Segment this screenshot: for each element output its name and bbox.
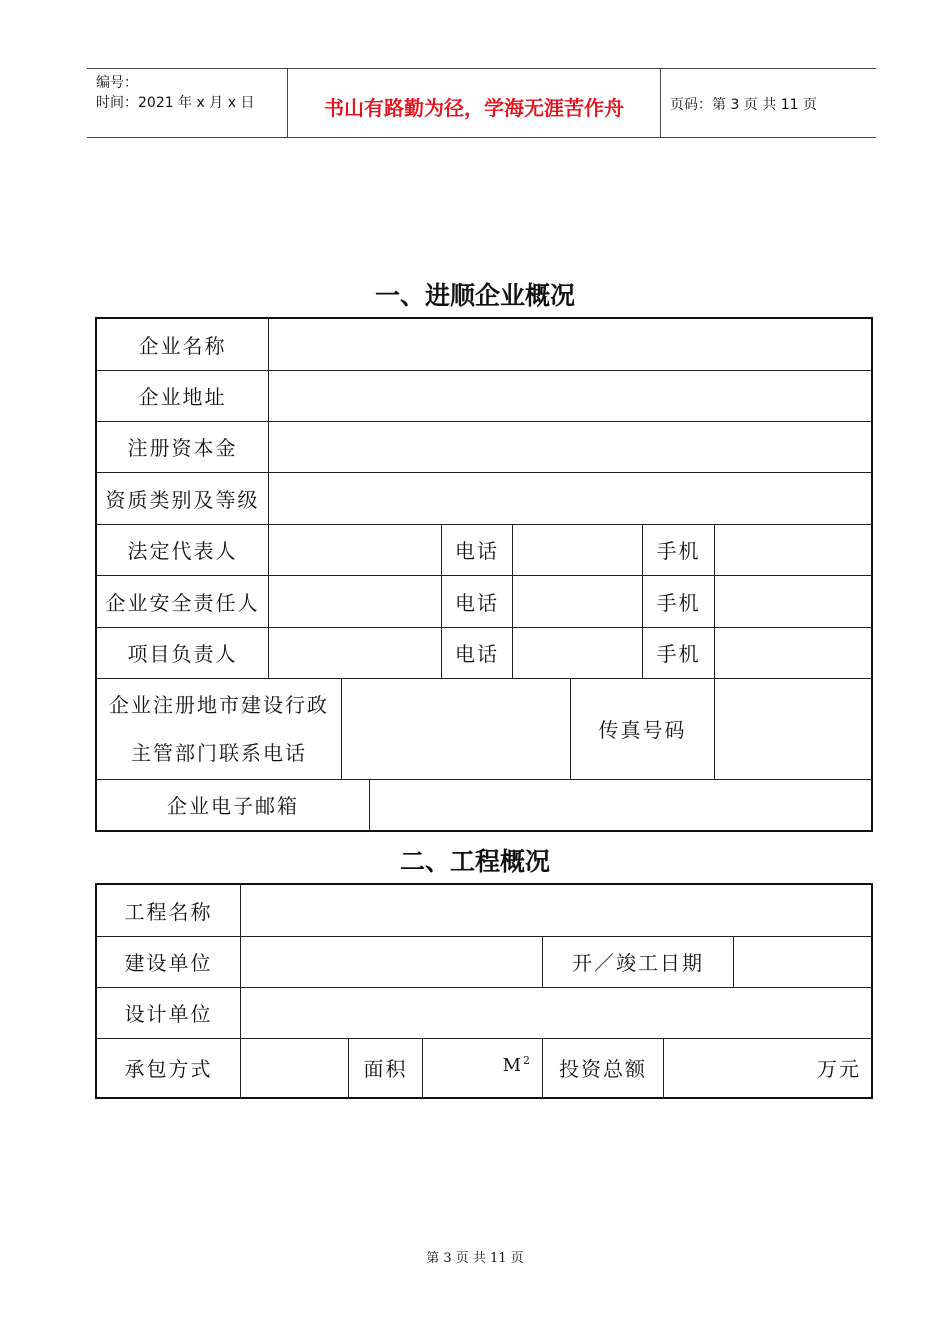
label-start-end-dates: 开／竣工日期 (572, 951, 704, 975)
field-company-name[interactable] (269, 319, 871, 370)
enterprise-info-table (95, 317, 873, 832)
label-safety-officer-phone: 电话 (455, 590, 499, 615)
investment-unit: 万元 (817, 1057, 861, 1081)
label-project-lead: 项目负责人 (127, 642, 238, 666)
page-header (87, 68, 876, 138)
label-qualification: 资质类别及等级 (105, 487, 260, 512)
field-safety-officer-mobile[interactable] (715, 575, 871, 627)
label-registered-capital: 注册资本金 (127, 436, 238, 460)
section-title-enterprise: 一、进顺企业概况 (374, 281, 575, 310)
label-authority-line1: 企业注册地市建设行政 (109, 692, 329, 717)
field-registered-capital[interactable] (269, 421, 871, 472)
field-builder[interactable] (241, 936, 542, 987)
label-legal-rep-mobile: 手机 (656, 539, 701, 563)
label-builder: 建设单位 (124, 951, 213, 975)
label-safety-officer: 企业安全责任人 (105, 590, 260, 615)
document-time-label: 时间：2021 年 x 月 x 日 (96, 95, 255, 111)
field-project-lead-mobile[interactable] (715, 627, 871, 678)
label-investment: 投资总额 (559, 1057, 647, 1081)
field-designer[interactable] (241, 987, 871, 1038)
field-company-address[interactable] (269, 370, 871, 421)
label-fax: 传真号码 (598, 718, 687, 742)
field-legal-rep-phone[interactable] (513, 524, 642, 575)
document-number-label: 编号： (96, 75, 138, 91)
field-safety-officer-phone[interactable] (513, 575, 642, 627)
label-project-name: 工程名称 (124, 900, 213, 924)
label-email: 企业电子邮箱 (167, 794, 299, 818)
label-project-lead-mobile: 手机 (656, 642, 701, 666)
field-email[interactable] (370, 779, 871, 830)
field-legal-representative[interactable] (269, 524, 441, 575)
field-project-lead[interactable] (269, 627, 441, 678)
field-project-name[interactable] (241, 885, 871, 936)
field-authority-phone[interactable] (342, 678, 570, 779)
field-legal-rep-mobile[interactable] (715, 524, 871, 575)
label-company-name: 企业名称 (138, 334, 227, 358)
field-investment[interactable] (664, 1038, 871, 1097)
header-page-cell (661, 69, 876, 137)
label-designer: 设计单位 (124, 1002, 213, 1026)
header-page-number: 页码：第 3 页 共 11 页 (670, 97, 817, 113)
label-company-address: 企业地址 (138, 385, 227, 409)
field-start-end-dates[interactable] (734, 936, 871, 987)
label-legal-rep-phone: 电话 (455, 539, 499, 563)
label-area: 面积 (363, 1057, 408, 1081)
label-project-lead-phone: 电话 (455, 642, 499, 666)
project-info-table (95, 883, 873, 1099)
area-unit: $M^2$ (502, 1054, 532, 1076)
label-authority-line2: 主管部门联系电话 (131, 740, 307, 765)
field-fax[interactable] (715, 678, 871, 779)
field-project-lead-phone[interactable] (513, 627, 642, 678)
field-area[interactable] (423, 1038, 542, 1097)
label-contract-mode: 承包方式 (124, 1057, 213, 1081)
label-safety-officer-mobile: 手机 (656, 590, 701, 615)
header-motto-cell (288, 69, 661, 137)
label-legal-representative: 法定代表人 (127, 539, 238, 563)
header-motto: 书山有路勤为径，学海无涯苦作舟 (324, 96, 624, 120)
field-contract-mode[interactable] (241, 1038, 348, 1097)
section-title-project: 二、工程概况 (399, 847, 550, 876)
header-meta (87, 69, 288, 137)
label-authority-phone (97, 678, 341, 779)
field-qualification[interactable] (269, 472, 871, 524)
page-footer: 第 3 页 共 11 页 (426, 1251, 524, 1266)
field-safety-officer[interactable] (269, 575, 441, 627)
